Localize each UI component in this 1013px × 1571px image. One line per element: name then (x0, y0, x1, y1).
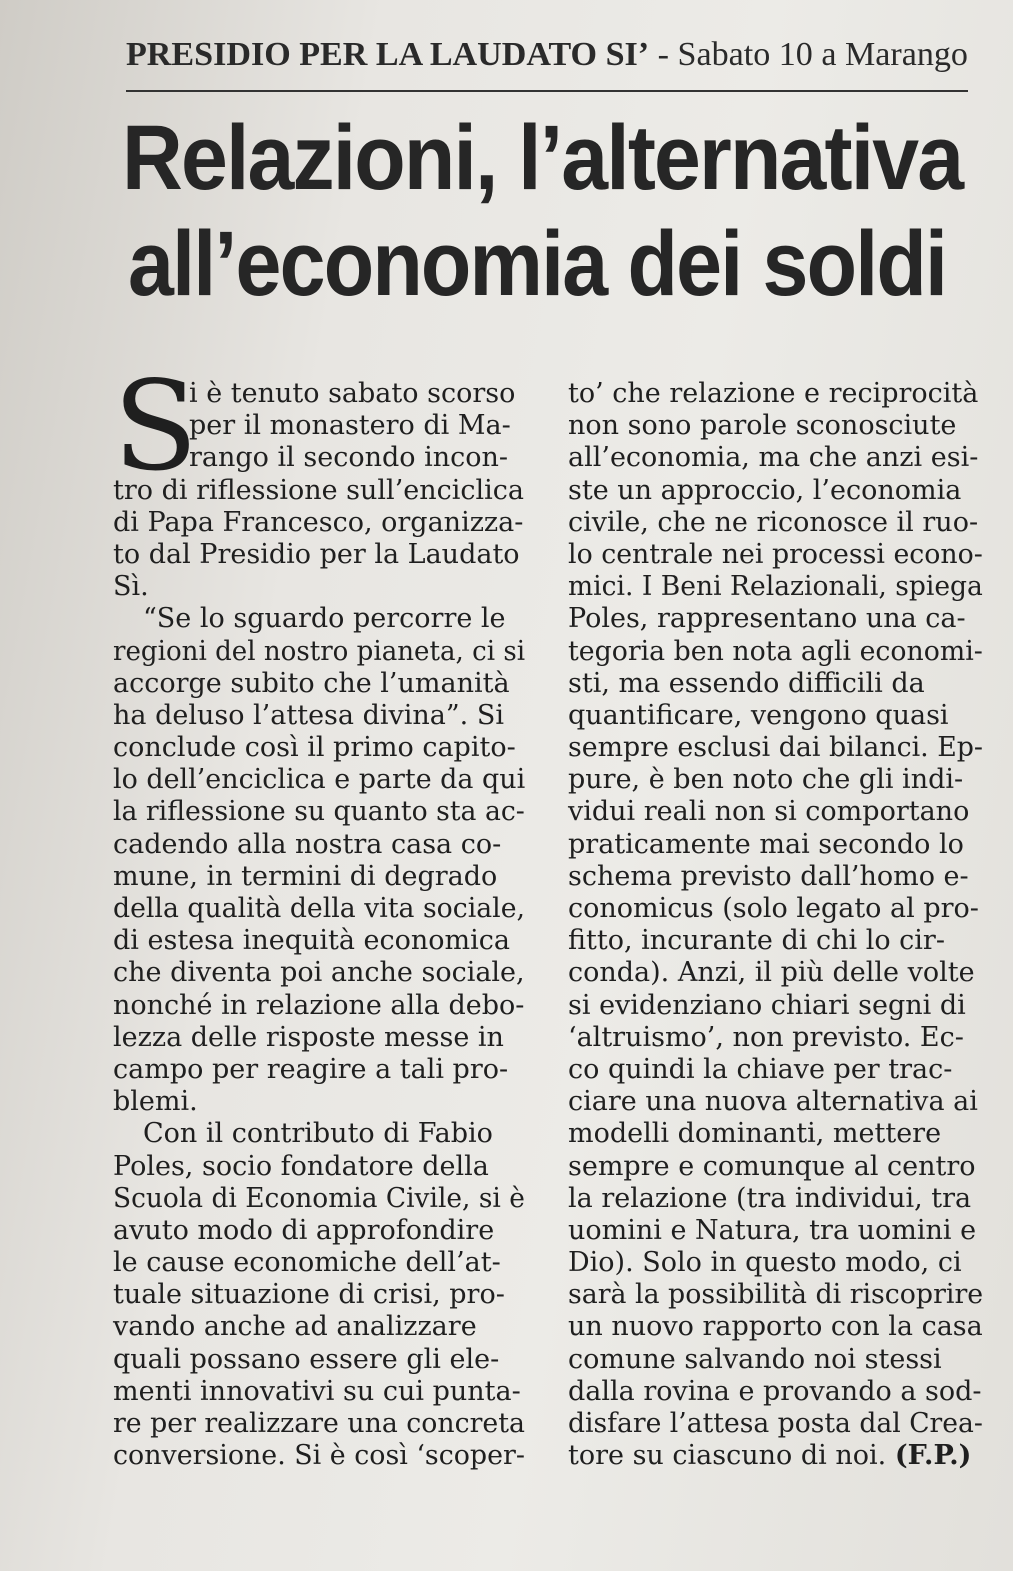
article-line: di estesa inequità economica (113, 925, 510, 957)
article-line (568, 378, 983, 410)
article-line-text: praticamente mai secondo lo (568, 828, 964, 860)
article-line (568, 538, 983, 571)
article-line: re per realizzare una concreta (113, 1408, 525, 1439)
article-line: che diventa poi anche sociale, (113, 957, 525, 989)
article-column-left (113, 355, 526, 1472)
article-line: accorge subito che l’umanità (113, 667, 510, 699)
article-line: avuto modo di approfondire (113, 1214, 495, 1246)
article-line: conclude così il primo capito- (113, 732, 516, 764)
article-line-text: tegoria ben nota agli economi- (568, 635, 983, 667)
article-line (568, 764, 983, 796)
article-line (568, 410, 983, 442)
article-line (568, 1408, 983, 1440)
article-line: per il monastero di Ma- (189, 410, 511, 442)
article-line: la riflessione su quanto sta ac- (113, 796, 525, 828)
article-line (568, 571, 983, 603)
article-line-text: lo centrale nei processi econo- (568, 538, 983, 570)
article-line (568, 1279, 984, 1311)
article-line-text: modelli dominanti, mettere (568, 1118, 942, 1150)
article-line (568, 507, 983, 539)
article-line-text: ciare una nuova alternativa ai (568, 1086, 978, 1118)
article-line-text: non sono parole sconosciute (568, 410, 957, 442)
article-line (568, 829, 983, 861)
headline-line-2: all’economia dei soldi (128, 213, 947, 315)
article-line: Con il contributo di Fabio (143, 1118, 493, 1150)
article-line-text: civile, che ne riconosce il ruo- (568, 506, 979, 538)
article-line-text: schema previsto dall’homo e- (568, 860, 969, 892)
article-column-right (568, 378, 983, 1472)
article-line: lezza delle risposte messe in (113, 1021, 504, 1053)
article-line (568, 1247, 983, 1279)
article-line-text: fitto, incurante di chi lo cir- (568, 925, 945, 957)
article-line-text: vidui reali non si comportano (568, 796, 970, 828)
article-line (568, 861, 983, 893)
article-line (568, 1344, 983, 1376)
article-line: tro di riflessione sull’enciclica (113, 474, 525, 506)
article-line (568, 796, 983, 828)
article-line-text: pure, è ben noto che gli indi- (568, 764, 964, 796)
kicker-separator: - (649, 36, 678, 73)
article-line: della qualità della vita sociale, (113, 893, 525, 924)
article-line: mune, in termini di degrado (113, 860, 498, 892)
article-line: campo per reagire a tali pro- (113, 1053, 509, 1085)
article-line (568, 1215, 983, 1247)
article-line: ha deluso l’attesa divina”. Si (113, 699, 504, 731)
article-line: regioni del nostro pianeta, ci si (113, 635, 526, 667)
article-line (568, 1118, 983, 1150)
article-line: blemi. (113, 1086, 198, 1118)
article-line (568, 1054, 983, 1086)
kicker (126, 36, 968, 74)
article-line: Poles, socio fondatore della (113, 1150, 489, 1182)
article-line-text: tore su ciascuno di noi. (568, 1440, 887, 1472)
article-line: i è tenuto sabato scorso (189, 378, 516, 409)
article-line (568, 1022, 983, 1054)
article-line (568, 732, 983, 764)
article-line: le cause economiche dell’at- (113, 1247, 501, 1279)
article-line (568, 1311, 983, 1343)
article-line (568, 990, 983, 1022)
article-line-text: sempre e comunque al centro (568, 1150, 976, 1182)
article-line: tuale situazione di crisi, pro- (113, 1279, 505, 1311)
article-line (568, 925, 983, 957)
article-line (568, 1086, 983, 1118)
drop-cap: S (113, 355, 198, 499)
article-line: conversione. Si è così ‘scoper- (113, 1440, 525, 1472)
article-line-text: si evidenziano chiari segni di (568, 989, 966, 1021)
article-line: di Papa Francesco, organizza- (113, 506, 524, 538)
article-line (568, 1376, 983, 1408)
article-line-text: sempre esclusi dai bilanci. Ep- (568, 732, 983, 764)
article-line (568, 1151, 983, 1183)
article-line (568, 442, 983, 474)
kicker-rule (126, 90, 968, 92)
headline-line-1: Relazioni, l’alternativa (122, 107, 963, 209)
article-line: menti innovativi su cui punta- (113, 1375, 521, 1407)
article-line: rango il secondo incon- (189, 442, 509, 474)
article-line-text: conomicus (solo legato al pro- (568, 893, 979, 924)
article-line (568, 893, 983, 925)
article-line-text: sti, ma essendo difficili da (568, 667, 925, 699)
article-line (568, 1183, 983, 1215)
article-line: lo dell’enciclica e parte da qui (113, 764, 526, 796)
article-line (568, 603, 983, 635)
author-signature: (F.P.) (894, 1440, 972, 1472)
article-line-text: uomini e Natura, tra uomini e (568, 1214, 977, 1246)
article-line: Scuola di Economia Civile, si è (113, 1182, 525, 1214)
article-line (568, 957, 983, 989)
article-line-text: to’ che relazione e reciprocità (568, 378, 979, 409)
article-line: cadendo alla nostra casa co- (113, 828, 502, 860)
article-line: “Se lo sguardo percorre le (143, 603, 506, 635)
article-line: to dal Presidio per la Laudato (113, 538, 520, 570)
article-line-text: la relazione (tra individui, tra (568, 1182, 972, 1214)
article-line-text: mici. I Beni Relazionali, spiega (568, 571, 983, 603)
article-line-text: disfare l’attesa posta dal Crea- (568, 1408, 983, 1439)
article-line-text: all’economia, ma che anzi esi- (568, 442, 979, 474)
article-line: nonché in relazione alla debo- (113, 989, 525, 1021)
article-line-text: un nuovo rapporto con la casa (568, 1311, 983, 1343)
article-line (568, 700, 983, 732)
article-line-text: Dio). Solo in questo modo, ci (568, 1247, 962, 1279)
article-line: Sì. (113, 571, 149, 603)
article-line-text: dalla rovina e provando a sod- (568, 1375, 982, 1407)
article-line: quali possano essere gli ele- (113, 1343, 500, 1375)
article-line-text: co quindi la chiave per trac- (568, 1053, 953, 1085)
article-line-text: ste un approccio, l’economia (568, 474, 962, 506)
article-line-text: Poles, rappresentano una ca- (568, 603, 966, 635)
kicker-event: Sabato 10 a Marango (677, 36, 968, 73)
article-line-text: sarà la possibilità di riscoprire (568, 1279, 984, 1311)
article-line-text: conda). Anzi, il più delle volte (568, 957, 975, 989)
kicker-section: PRESIDIO PER LA LAUDATO SI’ (126, 36, 650, 73)
article-line (568, 635, 983, 668)
article-line (568, 475, 983, 507)
article-line-text: quantificare, vengono quasi (568, 699, 949, 731)
article-line (568, 1440, 983, 1472)
article-line (568, 668, 983, 700)
article-line-text: ‘altruismo’, non previsto. Ec- (568, 1021, 964, 1053)
article-line: vando anche ad analizzare (113, 1311, 477, 1343)
article-line-text: comune salvando noi stessi (568, 1343, 942, 1375)
